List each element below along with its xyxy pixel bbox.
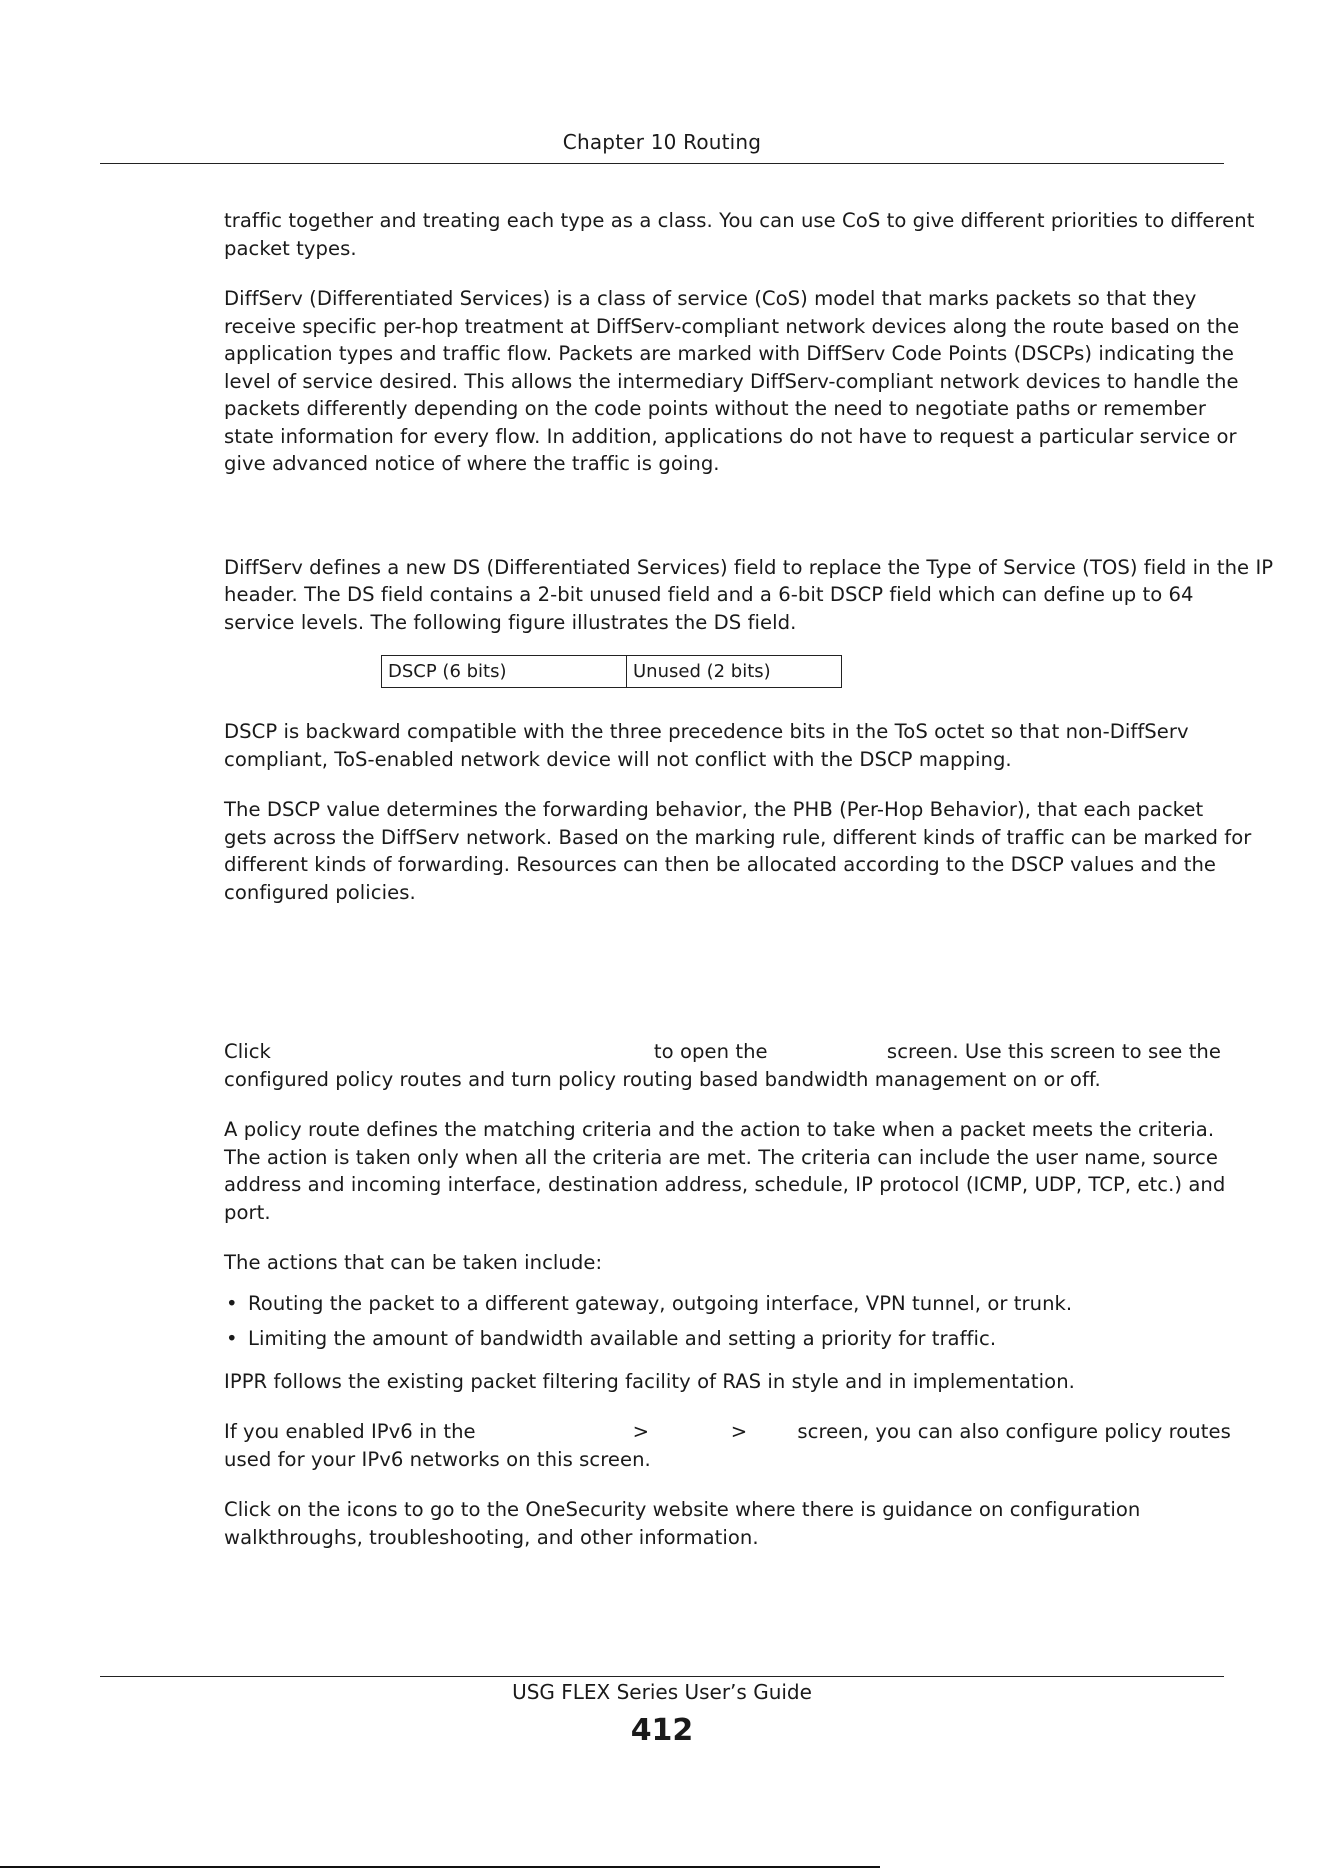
- text-line: address and incoming interface, destination address, schedule, IP protocol (ICMP, UDP, TCP, etc.) and: [224, 1173, 1226, 1196]
- text-line: walkthroughs, troubleshooting, and other information.: [224, 1525, 759, 1549]
- paragraph-diffserv: [224, 285, 1240, 478]
- text-line: gets across the DiffServ network. Based on the marking rule, different kinds of traffic can be marked for: [224, 825, 1252, 849]
- ds-field-figure: [381, 655, 842, 688]
- page-number: 412: [630, 1713, 694, 1748]
- page-body: [224, 207, 1274, 1551]
- text-line: give advanced notice of where the traffic is going.: [224, 452, 720, 475]
- text-line: service levels. The following figure illustrates the DS field.: [224, 610, 797, 634]
- text-line: packet types.: [224, 236, 357, 260]
- text-line: The DSCP value determines the forwarding behavior, the PHB (Per-Hop Behavior), that each packet: [224, 798, 1204, 821]
- header-divider: [100, 163, 1224, 164]
- paragraph-policy-route: [224, 1116, 1234, 1226]
- text-line: port.: [224, 1200, 271, 1224]
- paragraph-ippr: IPPR follows the existing packet filtering facility of RAS in style and in implementation.: [224, 1369, 1075, 1393]
- paragraph-actions-intro: The actions that can be taken include:: [224, 1251, 603, 1274]
- text-line: DSCP is backward compatible with the three precedence bits in the ToS octet so that non-DiffServ: [224, 720, 1189, 743]
- text-line: DiffServ defines a new DS (Differentiated Services) field to replace the Type of Service (TOS) field in the IP: [224, 555, 1274, 579]
- text-line: level of service desired. This allows the intermediary DiffServ-compliant network devices to handle the: [224, 369, 1239, 393]
- text-line: Click on the icons to go to the OneSecurity website where there is guidance on configuration: [224, 1498, 1141, 1521]
- text-line: configured policy routes and turn policy routing based bandwidth management on or off.: [224, 1067, 1101, 1091]
- list-item: • Limiting the amount of bandwidth available and setting a priority for traffic.: [224, 1325, 1234, 1353]
- text-line: A policy route defines the matching criteria and the action to take when a packet meets the criteria.: [224, 1118, 1215, 1141]
- text-line: application types and traffic flow. Packets are marked with DiffServ Code Points (DSCPs) indicating the: [224, 342, 1234, 365]
- text-line: header. The DS field contains a 2-bit unused field and a 6-bit DSCP field which can define up to 64: [224, 583, 1194, 606]
- bottom-edge-rule: [0, 1866, 880, 1868]
- text-line: state information for every flow. In addition, applications do not have to request a particular service or: [224, 424, 1237, 448]
- paragraph-dscp-compat: [224, 718, 1234, 773]
- paragraph-cos: [224, 207, 1255, 262]
- paragraph-ds-field: [224, 554, 1274, 637]
- paragraph-ipv6: [224, 1418, 1234, 1473]
- footer-divider: [100, 1676, 1224, 1677]
- text-line: different kinds of forwarding. Resources can then be allocated according to the DSCP values and the: [224, 853, 1217, 876]
- chapter-header: Chapter 10 Routing: [562, 130, 762, 154]
- paragraph-click-open: [224, 1038, 1234, 1093]
- text-line: If you enabled IPv6 in the > > screen, you can also configure policy routes: [224, 1420, 1231, 1443]
- footer-title: USG FLEX Series User’s Guide: [512, 1680, 812, 1704]
- text-line: traffic together and treating each type as a class. You can use CoS to give different priorities to different: [224, 209, 1255, 232]
- text-line: used for your IPv6 networks on this screen.: [224, 1447, 651, 1471]
- text-line: Click to open the screen. Use this screen to see the: [224, 1040, 1221, 1063]
- text-line: receive specific per-hop treatment at DiffServ-compliant network devices along the route based on the: [224, 314, 1240, 338]
- text-line: configured policies.: [224, 880, 416, 904]
- text-line: The action is taken only when all the criteria are met. The criteria can include the user name, source: [224, 1145, 1218, 1169]
- actions-list: [224, 1290, 1234, 1353]
- text-line: DiffServ (Differentiated Services) is a class of service (CoS) model that marks packets so that they: [224, 287, 1197, 310]
- text-line: packets differently depending on the code points without the need to negotiate paths or remember: [224, 397, 1206, 420]
- dscp-cell: DSCP (6 bits): [382, 656, 627, 688]
- paragraph-onesecurity: [224, 1496, 1234, 1551]
- text-line: compliant, ToS-enabled network device will not conflict with the DSCP mapping.: [224, 747, 1012, 771]
- unused-cell: Unused (2 bits): [627, 656, 842, 688]
- list-item: • Routing the packet to a different gateway, outgoing interface, VPN tunnel, or trunk.: [224, 1290, 1234, 1318]
- paragraph-dscp-value: [224, 796, 1252, 906]
